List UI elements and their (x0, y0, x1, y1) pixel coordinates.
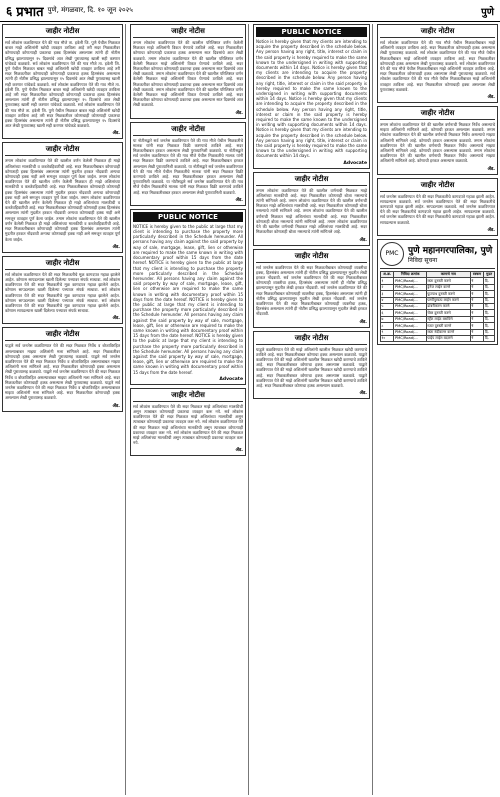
tender-cell: ₹ (470, 278, 484, 284)
tender-cell: दि. (484, 323, 495, 329)
tender-cell: दि. (484, 303, 495, 309)
pmc-subtitle: निविदा सूचना (408, 257, 438, 265)
paper-name: प्रभात (16, 4, 44, 20)
tender-cell: ₹ (470, 329, 484, 335)
notice-signature: Advocate (219, 376, 243, 382)
tender-cell: PMC/Road/... (394, 335, 426, 341)
notice-text: सर्व जनतेस कळविण्यात येते की सदर मिळकतीचे कागदपत्रे गहाळ झाली आहेत. सापडल्यास कळवावे. सर्व जनतेस कळविण्यात येते की सदर मिळकतीचे कागदपत्रे गहाळ झाली आहेत. सापडल्यास कळवावे. सर्व जनतेस कळविण्यात येते की सदर मिळकतीचे कागदपत्रे गहाळ झाली आहेत. सापडल्यास कळवावे. सर्व जनतेस कळविण्यात येते की सदर मिळकतीचे कागदपत्रे गहाळ झाली आहेत. सापडल्यास कळवावे. (380, 193, 495, 225)
tender-cell: PMC/Road/... (394, 329, 426, 335)
tender-cell: ९ (381, 329, 394, 335)
tender-cell: ₹ (470, 284, 484, 290)
column-1 (2, 24, 126, 795)
notice-heading: PUBLIC NOTICE (133, 212, 243, 222)
column-2 (128, 24, 249, 795)
tender-cell: १ (381, 278, 394, 284)
notice-box (253, 172, 370, 246)
notice-text: याद्वारे सर्व जनतेस कळविण्यात येते की सदर मिळकत निर्वेध व बोजाविरहित असल्याबाबत माझ्या अशिलांनी मला सांगितले आहे. सदर मिळकतीवर कोणाचाही हक्क असल्यास लेखी पुराव्यासह कळवावे. याद्वारे सर्व जनतेस कळविण्यात येते की सदर मिळकत निर्वेध व बोजाविरहित असल्याबाबत माझ्या अशिलांनी मला सांगितले आहे. सदर मिळकतीवर कोणाचाही हक्क असल्यास लेखी पुराव्यासह कळवावे. याद्वारे सर्व जनतेस कळविण्यात येते की सदर मिळकत निर्वेध व बोजाविरहित असल्याबाबत माझ्या अशिलांनी मला सांगितले आहे. सदर मिळकतीवर कोणाचाही हक्क असल्यास लेखी पुराव्यासह कळवावे. याद्वारे सर्व जनतेस कळविण्यात येते की सदर मिळकत निर्वेध व बोजाविरहित असल्याबाबत माझ्या अशिलांनी मला सांगितले आहे. सदर मिळकतीवर कोणाचाही हक्क असल्यास लेखी पुराव्यासह कळवावे. (5, 343, 120, 401)
notice-heading: जाहीर नोटीस (5, 145, 120, 156)
tender-cell: फुटपाथ दुरुस्ती करणे (426, 291, 470, 297)
notice-text: सर्व लोकांस कळविण्यात येते की सदर मिळकतीचे मूळ कागदपत्र गहाळ झालेले आहेत. कोणास सापडल्यास खाली दिलेल्या पत्त्यावर संपर्क साधावा. सर्व लोकांस कळविण्यात येते की सदर मिळकतीचे मूळ कागदपत्र गहाळ झालेले आहेत. कोणास सापडल्यास खाली दिलेल्या पत्त्यावर संपर्क साधावा. सर्व लोकांस कळविण्यात येते की सदर मिळकतीचे मूळ कागदपत्र गहाळ झालेले आहेत. कोणास सापडल्यास खाली दिलेल्या पत्त्यावर संपर्क साधावा. सर्व लोकांस कळविण्यात येते की सदर मिळकतीचे मूळ कागदपत्र गहाळ झालेले आहेत. कोणास सापडल्यास खाली दिलेल्या पत्त्यावर संपर्क साधावा. (5, 271, 120, 314)
tender-cell: ₹ (470, 291, 484, 297)
notice-text: तमाम लोकांना कळविण्यात येते की खालील वर्णनाची मिळकत निर्वेध असल्याचे माझ्या अशिलांनी सांगितले आहे. कोणाची हरकत असल्यास कळवावे. तमाम लोकांना कळविण्यात येते की खालील वर्णनाची मिळकत निर्वेध असल्याचे माझ्या अशिलांनी सांगितले आहे. कोणाची हरकत असल्यास कळवावे. तमाम लोकांना कळविण्यात येते की खालील वर्णनाची मिळकत निर्वेध असल्याचे माझ्या अशिलांनी सांगितले आहे. कोणाची हरकत असल्यास कळवावे. तमाम लोकांना कळविण्यात येते की खालील वर्णनाची मिळकत निर्वेध असल्याचे माझ्या अशिलांनी सांगितले आहे. कोणाची हरकत असल्यास कळवावे. (380, 122, 495, 164)
notice-signature: ॲड. (235, 110, 243, 116)
tender-header-cell: कामाचे नाव (426, 271, 470, 277)
notice-text: सर्व जनतेस कळविण्यात येते की सदर मिळकतीबाबत कोणत्याही व्यक्तीचा हक्क, हितसंबंध असल्यास त्यांनी ही नोटीस प्रसिद्ध झाल्यापासून मुदतीत लेखी हरकत नोंदवावी. सर्व जनतेस कळविण्यात येते की सदर मिळकतीबाबत कोणत्याही व्यक्तीचा हक्क, हितसंबंध असल्यास त्यांनी ही नोटीस प्रसिद्ध झाल्यापासून मुदतीत लेखी हरकत नोंदवावी. सर्व जनतेस कळविण्यात येते की सदर मिळकतीबाबत कोणत्याही व्यक्तीचा हक्क, हितसंबंध असल्यास त्यांनी ही नोटीस प्रसिद्ध झाल्यापासून मुदतीत लेखी हरकत नोंदवावी. सर्व जनतेस कळविण्यात येते की सदर मिळकतीबाबत कोणत्याही व्यक्तीचा हक्क, हितसंबंध असल्यास त्यांनी ही नोटीस प्रसिद्ध झाल्यापासून मुदतीत लेखी हरकत नोंदवावी. (256, 264, 367, 317)
notice-text: या नोटीसद्वारे सर्व जनतेस कळविण्यात येते की गाव मौजे येथील मिळकतीचे मालक यांनी सदर मिळकत विक्री करण्याचे ठरविले आहे. सदर मिळकतीबाबत हरकत असल्यास लेखी पुराव्यानिशी कळवावे. या नोटीसद्वारे सर्व जनतेस कळविण्यात येते की गाव मौजे येथील मिळकतीचे मालक यांनी सदर मिळकत विक्री करण्याचे ठरविले आहे. सदर मिळकतीबाबत हरकत असल्यास लेखी पुराव्यानिशी कळवावे. या नोटीसद्वारे सर्व जनतेस कळविण्यात येते की गाव मौजे येथील मिळकतीचे मालक यांनी सदर मिळकत विक्री करण्याचे ठरविले आहे. सदर मिळकतीबाबत हरकत असल्यास लेखी पुराव्यानिशी कळवावे. या नोटीसद्वारे सर्व जनतेस कळविण्यात येते की गाव मौजे येथील मिळकतीचे मालक यांनी सदर मिळकत विक्री करण्याचे ठरविले आहे. सदर मिळकतीबाबत हरकत असल्यास लेखी पुराव्यानिशी कळवावे. (133, 137, 243, 195)
notice-heading: जाहीर नोटीस (5, 259, 120, 270)
notice-text: सर्व लोकांस कळविण्यात येते की सदर मिळकत माझे अशिलांच्या मालकीची असून त्याबाबत कोणत्याही प्रकारचा व्यवहार करू नये. सर्व लोकांस कळविण्यात येते की सदर मिळकत माझे अशिलांच्या मालकीची असून त्याबाबत कोणत्याही प्रकारचा व्यवहार करू नये. सर्व लोकांस कळविण्यात येते की सदर मिळकत माझे अशिलांच्या मालकीची असून त्याबाबत कोणत्याही प्रकारचा व्यवहार करू नये. सर्व लोकांस कळविण्यात येते की सदर मिळकत माझे अशिलांच्या मालकीची असून त्याबाबत कोणत्याही प्रकारचा व्यवहार करू नये. (133, 403, 243, 446)
tender-cell: PMC/Road/... (394, 297, 426, 303)
notice-signature: ॲड. (112, 244, 120, 250)
notice-heading: जाहीर नोटीस (256, 334, 367, 345)
tender-cell: ४ (381, 297, 394, 303)
tender-cell: रस्ता दुरुस्ती करणे (426, 278, 470, 284)
notice-text: तमाम लोकांना कळविण्यात येते की खालील वर्णनाची मिळकत माझे अशिलांच्या मालकीची आहे. सदर मिळकतीवर कोणताही बोजा नसल्याचे त्यांनी सांगितले आहे. तमाम लोकांना कळविण्यात येते की खालील वर्णनाची मिळकत माझे अशिलांच्या मालकीची आहे. सदर मिळकतीवर कोणताही बोजा नसल्याचे त्यांनी सांगितले आहे. तमाम लोकांना कळविण्यात येते की खालील वर्णनाची मिळकत माझे अशिलांच्या मालकीची आहे. सदर मिळकतीवर कोणताही बोजा नसल्याचे त्यांनी सांगितले आहे. तमाम लोकांना कळविण्यात येते की खालील वर्णनाची मिळकत माझे अशिलांच्या मालकीची आहे. सदर मिळकतीवर कोणताही बोजा नसल्याचे त्यांनी सांगितले आहे. (256, 187, 367, 235)
tender-cell: PMC/Road/... (394, 284, 426, 290)
notice-text: तमाम लोकांना कळविण्यात येते की खालील परिशिष्टात वर्णन केलेली मिळकत माझे अशिलांनी विकत घेण्याचे ठरविले आहे. सदर मिळकतीवर कोणाचा कोणत्याही प्रकारचा हक्क असल्यास सात दिवसांचे आत लेखी कळवावे. तमाम लोकांना कळविण्यात येते की खालील परिशिष्टात वर्णन केलेली मिळकत माझे अशिलांनी विकत घेण्याचे ठरविले आहे. सदर मिळकतीवर कोणाचा कोणत्याही प्रकारचा हक्क असल्यास सात दिवसांचे आत लेखी कळवावे. तमाम लोकांना कळविण्यात येते की खालील परिशिष्टात वर्णन केलेली मिळकत माझे अशिलांनी विकत घेण्याचे ठरविले आहे. सदर मिळकतीवर कोणाचा कोणत्याही प्रकारचा हक्क असल्यास सात दिवसांचे आत लेखी कळवावे. तमाम लोकांना कळविण्यात येते की खालील परिशिष्टात वर्णन केलेली मिळकत माझे अशिलांनी विकत घेण्याचे ठरविले आहे. सदर मिळकतीवर कोणाचा कोणत्याही प्रकारचा हक्क असल्यास सात दिवसांचे आत लेखी कळवावे. (133, 40, 243, 108)
tender-cell: PMC/Road/... (394, 316, 426, 322)
notice-box (2, 24, 123, 139)
tender-cell: PMC/Road/... (394, 278, 426, 284)
notice-box (377, 106, 498, 175)
notice-heading: जाहीर नोटीस (133, 27, 243, 38)
notice-text: याद्वारे कळविण्यात येते की माझे अशिलांनी खालील मिळकत खरेदी करण्याचे ठरविले आहे. सदर मिळकतीबाबत कोणाचा हक्क असल्यास कळवावे. याद्वारे कळविण्यात येते की माझे अशिलांनी खालील मिळकत खरेदी करण्याचे ठरविले आहे. सदर मिळकतीबाबत कोणाचा हक्क असल्यास कळवावे. याद्वारे कळविण्यात येते की माझे अशिलांनी खालील मिळकत खरेदी करण्याचे ठरविले आहे. सदर मिळकतीबाबत कोणाचा हक्क असल्यास कळवावे. याद्वारे कळविण्यात येते की माझे अशिलांनी खालील मिळकत खरेदी करण्याचे ठरविले आहे. सदर मिळकतीबाबत कोणाचा हक्क असल्यास कळवावे. (256, 346, 367, 388)
tender-cell: गटार दुरुस्ती करणे (426, 323, 470, 329)
pmc-title: पुणे महानगरपालिका, पुणे (408, 246, 493, 257)
tender-cell: दि. (484, 297, 495, 303)
notice-text: Notice is hereby given that my clients are intending to acquire the property described in the schedule below. Any person having any right, title, interest or claim in the said property is hereby required to make the same known to the undersigned in writing with supporting documents within 14 days. Notice is hereby given that my clients are intending to acquire the property described in the schedule below. Any person having any right, title, interest or claim in the said property is hereby required to make the same known to the undersigned in writing with supporting documents within 14 days. Notice is hereby given that my clients are intending to acquire the property described in the schedule below. Any person having any right, title, interest or claim in the said property is hereby required to make the same known to the undersigned in writing with supporting documents within 14 days. Notice is hereby given that my clients are intending to acquire the property described in the schedule below. Any person having any right, title, interest or claim in the said property is hereby required to make the same known to the undersigned in writing with supporting documents within 14 days. (256, 39, 367, 159)
notice-box (253, 249, 370, 328)
tender-cell: ड्रेनेज लाईन करणे (426, 284, 470, 290)
notice-text: सर्व लोकांस कळविण्यात येते की गाव मौजे ता. हवेली जि. पुणे येथील मिळकत बाबत माझे अशिलांनी खरेदी व्यवहार ठरविला आहे तरी सदर मिळकतीवर कोणाचाही कोणत्याही प्रकारचा हक्क हितसंबंध असल्यास त्यांनी ही नोटीस प्रसिद्ध झाल्यापासून १५ दिवसांचे आत लेखी पुराव्यासह खाली सही करणार यांचेकडे कळवावे. सर्व लोकांस कळविण्यात येते की गाव मौजे ता. हवेली जि. पुणे येथील मिळकत बाबत माझे अशिलांनी खरेदी व्यवहार ठरविला आहे तरी सदर मिळकतीवर कोणाचाही कोणत्याही प्रकारचा हक्क हितसंबंध असल्यास त्यांनी ही नोटीस प्रसिद्ध झाल्यापासून १५ दिवसांचे आत लेखी पुराव्यासह खाली सही करणार यांचेकडे कळवावे. सर्व लोकांस कळविण्यात येते की गाव मौजे ता. हवेली जि. पुणे येथील मिळकत बाबत माझे अशिलांनी खरेदी व्यवहार ठरविला आहे तरी सदर मिळकतीवर कोणाचाही कोणत्याही प्रकारचा हक्क हितसंबंध असल्यास त्यांनी ही नोटीस प्रसिद्ध झाल्यापासून १५ दिवसांचे आत लेखी पुराव्यासह खाली सही करणार यांचेकडे कळवावे. सर्व लोकांस कळविण्यात येते की गाव मौजे ता. हवेली जि. पुणे येथील मिळकत बाबत माझे अशिलांनी खरेदी व्यवहार ठरविला आहे तरी सदर मिळकतीवर कोणाचाही कोणत्याही प्रकारचा हक्क हितसंबंध असल्यास त्यांनी ही नोटीस प्रसिद्ध झाल्यापासून १५ दिवसांचे आत लेखी पुराव्यासह खाली सही करणार यांचेकडे कळवावे. (5, 40, 120, 129)
notice-text: सर्व लोकांस कळविण्यात येते की गाव मौजे येथील मिळकतीबाबत माझे अशिलांनी व्यवहार ठरविला आहे. सदर मिळकतीवर कोणाचाही हक्क असल्यास लेखी पुराव्यासह कळवावे. सर्व लोकांस कळविण्यात येते की गाव मौजे येथील मिळकतीबाबत माझे अशिलांनी व्यवहार ठरविला आहे. सदर मिळकतीवर कोणाचाही हक्क असल्यास लेखी पुराव्यासह कळवावे. सर्व लोकांस कळविण्यात येते की गाव मौजे येथील मिळकतीबाबत माझे अशिलांनी व्यवहार ठरविला आहे. सदर मिळकतीवर कोणाचाही हक्क असल्यास लेखी पुराव्यासह कळवावे. सर्व लोकांस कळविण्यात येते की गाव मौजे येथील मिळकतीबाबत माझे अशिलांनी व्यवहार ठरविला आहे. सदर मिळकतीवर कोणाचाही हक्क असल्यास लेखी पुराव्यासह कळवावे. (380, 40, 495, 92)
tender-header-cell: रक्कम (470, 271, 484, 277)
notice-signature: ॲड. (112, 131, 120, 137)
notice-signature: ॲड. (487, 166, 495, 172)
tender-cell: दि. (484, 278, 495, 284)
notice-box (130, 122, 246, 206)
tender-cell: दि. (484, 310, 495, 316)
tender-cell: PMC/Road/... (394, 303, 426, 309)
notice-heading: PUBLIC NOTICE (256, 27, 367, 37)
tender-cell: रस्ता रुंदीकरण करणे (426, 329, 470, 335)
notice-signature: ॲड. (112, 316, 120, 322)
tender-cell: ₹ (470, 316, 484, 322)
column-3 (251, 24, 373, 795)
pmc-header (380, 242, 495, 269)
tender-cell: दि. (484, 335, 495, 341)
notice-heading: जाहीर नोटीस (380, 181, 495, 192)
tender-header-cell: मुदत (484, 271, 495, 277)
notice-box (130, 24, 246, 119)
notice-signature: ॲड. (359, 391, 367, 397)
notice-text: तमाम लोकांना कळविण्यात येते की खालील वर्णन केलेली मिळकत ही माझे अशिलांच्या मालकीची व कब्जेवहिवाटीची आहे. सदर मिळकतीबाबत कोणाचाही कोणताही हक्क हितसंबंध असल्यास त्यांनी मुदतीत हरकत नोंदवावी अन्यथा कोणाचाही हक्क नाही असे समजून व्यवहार पूर्ण केला जाईल. तमाम लोकांना कळविण्यात येते की खालील वर्णन केलेली मिळकत ही माझे अशिलांच्या मालकीची व कब्जेवहिवाटीची आहे. सदर मिळकतीबाबत कोणाचाही कोणताही हक्क हितसंबंध असल्यास त्यांनी मुदतीत हरकत नोंदवावी अन्यथा कोणाचाही हक्क नाही असे समजून व्यवहार पूर्ण केला जाईल. तमाम लोकांना कळविण्यात येते की खालील वर्णन केलेली मिळकत ही माझे अशिलांच्या मालकीची व कब्जेवहिवाटीची आहे. सदर मिळकतीबाबत कोणाचाही कोणताही हक्क हितसंबंध असल्यास त्यांनी मुदतीत हरकत नोंदवावी अन्यथा कोणाचाही हक्क नाही असे समजून व्यवहार पूर्ण केला जाईल. तमाम लोकांना कळविण्यात येते की खालील वर्णन केलेली मिळकत ही माझे अशिलांच्या मालकीची व कब्जेवहिवाटीची आहे. सदर मिळकतीबाबत कोणाचाही कोणताही हक्क हितसंबंध असल्यास त्यांनी मुदतीत हरकत नोंदवावी अन्यथा कोणाचाही हक्क नाही असे समजून व्यवहार पूर्ण केला जाईल. (5, 158, 120, 242)
column-4 (375, 24, 498, 795)
notice-heading: जाहीर नोटीस (133, 125, 243, 136)
notice-heading: जाहीर नोटीस (380, 27, 495, 38)
tender-cell: २ (381, 284, 394, 290)
notice-box (377, 178, 498, 236)
notice-heading: जाहीर नोटीस (5, 27, 120, 38)
tender-table (380, 271, 495, 342)
notice-signature: ॲड. (235, 448, 243, 454)
notice-signature: Advocate (343, 160, 367, 166)
tender-header-cell: अ.क्र. (381, 271, 394, 277)
notice-heading: जाहीर नोटीस (256, 175, 367, 186)
notice-box (253, 24, 370, 169)
notice-heading: जाहीर नोटीस (256, 252, 367, 263)
tender-cell: ₹ (470, 303, 484, 309)
notice-box (2, 142, 123, 252)
notice-box (2, 256, 123, 325)
notice-heading: जाहीर नोटीस (5, 330, 120, 341)
masthead-left (6, 2, 133, 20)
notice-box (130, 209, 246, 385)
tender-cell: दि. (484, 316, 495, 322)
notice-signature: ॲड. (487, 95, 495, 101)
notice-signature: ॲड. (359, 237, 367, 243)
notice-signature: ॲड. (235, 197, 243, 203)
tender-cell: दि. (484, 284, 495, 290)
tender-cell: ७ (381, 316, 394, 322)
tender-cell: दि. (484, 291, 495, 297)
tender-cell: पाणीपुरवठा लाईन करणे (426, 297, 470, 303)
notice-heading: जाहीर नोटीस (133, 391, 243, 402)
tender-cell: ₹ (470, 297, 484, 303)
tender-cell: PMC/Road/... (394, 323, 426, 329)
tender-cell: १० (381, 335, 394, 341)
pmc-tender-notice (377, 239, 498, 345)
masthead (0, 0, 500, 22)
tender-cell: पाईप लाईन बदलणे (426, 335, 470, 341)
tender-cell: ₹ (470, 310, 484, 316)
date-line: पुणे, मंगळवार, दि. १० जून २०२५ (47, 6, 133, 14)
tender-cell: स्ट्रीट लाईट बसविणे (426, 316, 470, 322)
pmc-logo-icon: PMC (380, 242, 404, 266)
notice-box (2, 327, 123, 411)
tender-cell: ₹ (470, 323, 484, 329)
notice-box (253, 331, 370, 400)
tender-row (381, 335, 495, 341)
tender-cell: ५ (381, 303, 394, 309)
tender-cell: दि. (484, 329, 495, 335)
city-name: पुणे (481, 6, 494, 18)
tender-cell: ८ (381, 323, 394, 329)
notice-signature: ॲड. (359, 319, 367, 325)
tender-cell: ३ (381, 291, 394, 297)
tender-cell: ६ (381, 310, 394, 316)
notice-signature: ॲड. (487, 227, 495, 233)
notice-box (130, 388, 246, 457)
page-number: ६ (6, 4, 13, 18)
tender-cell: चेंबर दुरुस्ती करणे (426, 310, 470, 316)
tender-cell: PMC/Road/... (394, 291, 426, 297)
pmc-title-wrap (408, 243, 492, 264)
tender-cell: PMC/Road/... (394, 310, 426, 316)
notice-box (377, 24, 498, 103)
tender-cell: डांबरीकरण करणे (426, 303, 470, 309)
notice-heading: जाहीर नोटीस (380, 109, 495, 120)
tender-header-cell: निविदा क्रमांक (394, 271, 426, 277)
tender-cell: ₹ (470, 335, 484, 341)
notice-signature: ॲड. (112, 403, 120, 409)
notice-text: NOTICE is hereby given to the public at large that my client is intending to purchase the property more particularly described in the Schedule hereunder. All persons having any claim against the said property by way of sale, mortgage, lease, gift, lien or otherwise are required to make the same known in writing with documentary proof within 15 days from the date hereof. NOTICE is hereby given to the public at large that my client is intending to purchase the property more particularly described in the Schedule hereunder. All persons having any claim against the said property by way of sale, mortgage, lease, gift, lien or otherwise are required to make the same known in writing with documentary proof within 15 days from the date hereof. NOTICE is hereby given to the public at large that my client is intending to purchase the property more particularly described in the Schedule hereunder. All persons having any claim against the said property by way of sale, mortgage, lease, gift, lien or otherwise are required to make the same known in writing with documentary proof within 15 days from the date hereof. NOTICE is hereby given to the public at large that my client is intending to purchase the property more particularly described in the Schedule hereunder. All persons having any claim against the said property by way of sale, mortgage, lease, gift, lien or otherwise are required to make the same known in writing with documentary proof within 15 days from the date hereof. (133, 223, 243, 375)
